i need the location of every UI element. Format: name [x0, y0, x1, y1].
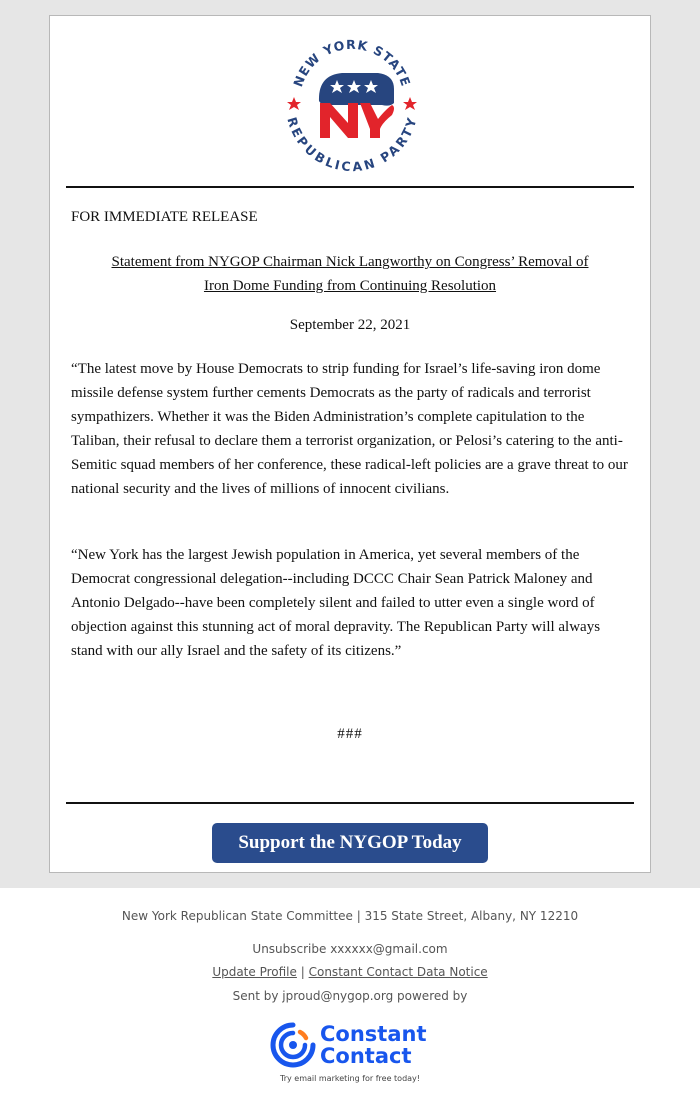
- brand-word-contact: Contact: [320, 1044, 412, 1068]
- brand-word-constant: Constant: [320, 1022, 427, 1046]
- logo-bottom-text: REPUBLICAN PARTY: [284, 115, 420, 173]
- headline-line-1: Statement from NYGOP Chairman Nick Langworthy on Congress’ Removal of: [111, 254, 589, 270]
- paragraph: “The latest move by House Democrats to strip funding for Israel’s life-saving iron dome missile defense system further cements Democrats as the party of radicals and terrorist sympathizers. Whether it was the Biden Administration’s complete capitulation to the Taliban, their refusal to declare them a terrorist organization, or Pelosi’s catering to the anti-Semitic squad members of her conference, these radical-left policies are a grave threat to our national security and the lives of millions of innocent civilians.: [71, 361, 628, 497]
- divider: [66, 802, 634, 804]
- divider: [66, 186, 634, 188]
- unsubscribe-link[interactable]: Unsubscribe xxxxxx@gmail.com: [252, 942, 448, 956]
- footer: [0, 888, 700, 1108]
- logo-right-star-icon: [403, 97, 417, 110]
- logo-ny-monogram-icon: [320, 103, 358, 138]
- data-notice-link[interactable]: Constant Contact Data Notice: [308, 965, 488, 979]
- constant-contact-logo[interactable]: [270, 1022, 440, 1070]
- release-label: FOR IMMEDIATE RELEASE: [71, 209, 258, 225]
- support-button[interactable]: Support the NYGOP Today: [212, 823, 488, 863]
- end-mark: ###: [337, 726, 363, 742]
- footer-links: [0, 965, 700, 979]
- email-card: [49, 15, 651, 873]
- nygop-logo: [282, 23, 422, 173]
- update-profile-link[interactable]: Update Profile: [212, 965, 297, 979]
- constant-contact-icon: [270, 1022, 316, 1068]
- sent-by: Sent by jproud@nygop.org powered by: [232, 989, 468, 1003]
- headline-line-2: Iron Dome Funding from Continuing Resolution: [203, 278, 497, 294]
- release-date: September 22, 2021: [289, 317, 411, 333]
- paragraph: “New York has the largest Jewish population in America, yet several members of the Democrat congressional delegation--including DCCC Chair Sean Patrick Maloney and Antonio Delgado--have been completely silent and failed to utter even a single word of objection against this stunning act of moral depravity. The Republican Party will always stand with our ally Israel and the safety of its citizens.”: [71, 547, 601, 659]
- link-separator: |: [300, 965, 305, 979]
- footer-address: New York Republican State Committee | 315 State Street, Albany, NY 12210: [121, 909, 579, 923]
- logo-top-text: NEW YORK STATE: [290, 36, 414, 89]
- headline: [71, 250, 629, 298]
- tagline[interactable]: Try email marketing for free today!: [280, 1074, 420, 1083]
- logo-left-star-icon: [287, 97, 301, 110]
